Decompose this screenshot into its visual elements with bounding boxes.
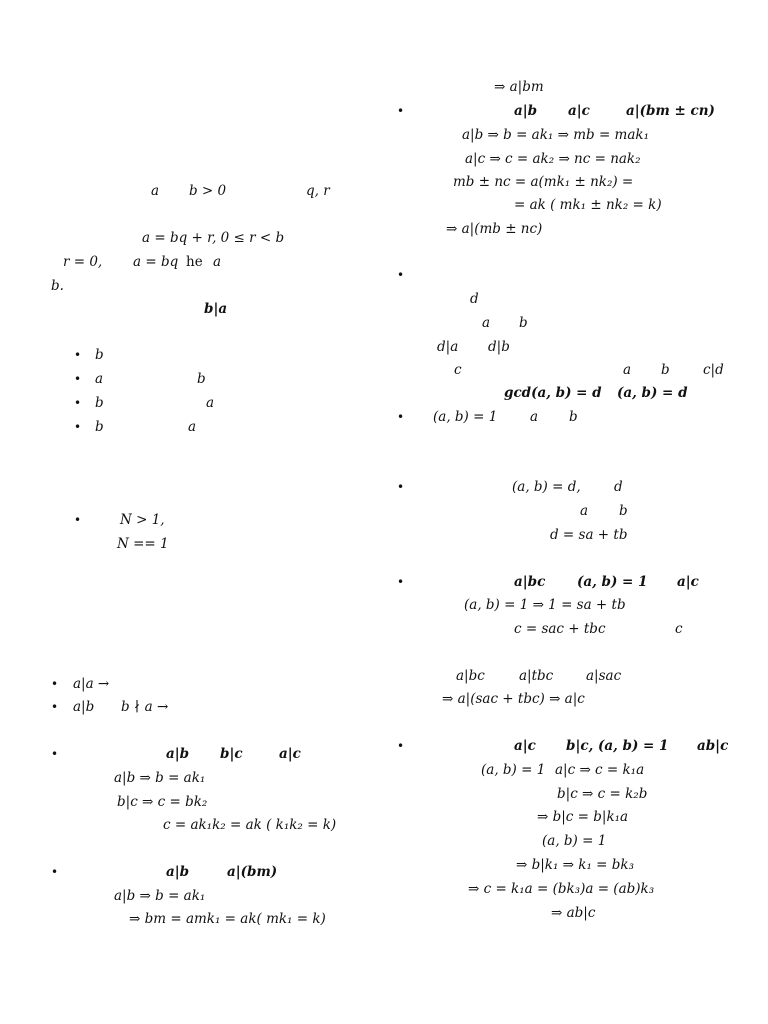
- lincomb-step: mb ± nc = a(mk₁ ± nk₂) =: [453, 174, 634, 190]
- coprime-a: a: [530, 409, 539, 425]
- bullet-dot-icon: •: [397, 104, 405, 118]
- lincomb-conclusion: a|(bm ± cn): [626, 103, 715, 119]
- reflexive-property: a|a →: [73, 676, 110, 692]
- gcd-c: c: [454, 362, 462, 378]
- transitive-step: a|b ⇒ b = ak₁: [114, 770, 206, 786]
- gcd-notation-2: (a, b) = d: [617, 385, 688, 401]
- euclid-step: (a, b) = 1 ⇒ 1 = sa + tb: [464, 597, 626, 613]
- property-item-tail: a: [188, 419, 197, 435]
- bullet-dot-icon: •: [74, 372, 82, 386]
- product-step: (a, b) = 1: [481, 762, 546, 778]
- euclid-a-divides-sac: a|sac: [586, 668, 622, 684]
- division-b-dot: b.: [51, 278, 64, 294]
- transitive-step: b|c ⇒ c = bk₂: [117, 794, 208, 810]
- transitive-step: c = ak₁k₂ = ak ( k₁k₂ = k): [163, 817, 337, 833]
- lincomb-step: ⇒ a|(mb ± nc): [446, 221, 543, 237]
- euclid-a-divides-tbc: a|tbc: [519, 668, 554, 684]
- transitive-hyp-1: a|b: [166, 746, 190, 762]
- product-step: ⇒ b|c = b|k₁a: [537, 809, 629, 825]
- bezout-d: d: [614, 479, 623, 495]
- property-item-tail: b: [197, 371, 206, 387]
- antisymmetric-b-a: b ∤ a →: [121, 699, 169, 715]
- division-given-b: b > 0: [189, 183, 227, 199]
- bullet-dot-icon: •: [51, 747, 59, 761]
- division-r-zero: r = 0,: [63, 254, 103, 270]
- continued-line: ⇒ a|bm: [494, 79, 544, 95]
- gcd-c-b: b: [661, 362, 670, 378]
- division-given-a: a: [151, 183, 160, 199]
- division-given-qr: q, r: [306, 183, 330, 199]
- product-hyp-2: b|c, (a, b) = 1: [566, 738, 669, 754]
- gcd-a: a: [482, 315, 491, 331]
- bullet-dot-icon: •: [51, 700, 59, 714]
- euclid-conclusion: a|c: [677, 574, 699, 590]
- bullet-dot-icon: •: [397, 575, 405, 589]
- gcd-notation-1: gcd(a, b) = d: [504, 385, 602, 401]
- product-step: ⇒ ab|c: [551, 905, 596, 921]
- euclid-hyp-1: a|bc: [514, 574, 546, 590]
- bezout-a: a: [580, 503, 589, 519]
- multiple-hyp: a|b: [166, 864, 190, 880]
- division-equation: a = bq + r, 0 ≤ r < b: [142, 230, 285, 246]
- bullet-dot-icon: •: [397, 739, 405, 753]
- bullet-dot-icon: •: [397, 268, 405, 282]
- bullet-dot-icon: •: [74, 348, 82, 362]
- product-conclusion: ab|c: [697, 738, 729, 754]
- euclid-hyp-2: (a, b) = 1: [577, 574, 648, 590]
- divides-notation: b|a: [204, 301, 228, 317]
- bezout-gcd: (a, b) = d,: [512, 479, 581, 495]
- gcd-d: d: [470, 291, 479, 307]
- lincomb-hyp-2: a|c: [568, 103, 590, 119]
- multiple-step: a|b ⇒ b = ak₁: [114, 888, 206, 904]
- prime-equality: N == 1: [117, 536, 169, 552]
- gcd-d-divides-a: d|a: [437, 339, 459, 355]
- coprime-equation: (a, b) = 1: [433, 409, 498, 425]
- bullet-dot-icon: •: [74, 420, 82, 434]
- multiple-step: ⇒ bm = amk₁ = ak( mk₁ = k): [129, 911, 326, 927]
- division-he: he: [186, 254, 203, 270]
- product-step: (a, b) = 1: [542, 833, 607, 849]
- gcd-c-divides-d: c|d: [703, 362, 724, 378]
- transitive-hyp-2: b|c: [220, 746, 243, 762]
- multiple-conclusion: a|(bm): [227, 864, 278, 880]
- division-a-letter: a: [213, 254, 222, 270]
- euclid-step-c: c: [675, 621, 683, 637]
- property-item: b: [95, 347, 104, 363]
- property-item: b: [95, 419, 104, 435]
- product-hyp-1: a|c: [514, 738, 536, 754]
- lincomb-step: = ak ( mk₁ ± nk₂ = k): [514, 197, 662, 213]
- gcd-d-divides-b: d|b: [488, 339, 510, 355]
- product-step: ⇒ b|k₁ ⇒ k₁ = bk₃: [516, 857, 634, 873]
- bezout-identity: d = sa + tb: [550, 527, 628, 543]
- property-item: a: [95, 371, 104, 387]
- product-step: a|c ⇒ c = k₁a: [555, 762, 645, 778]
- bullet-dot-icon: •: [51, 677, 59, 691]
- gcd-c-a: a: [623, 362, 632, 378]
- product-step: ⇒ c = k₁a = (bk₃)a = (ab)k₃: [468, 881, 655, 897]
- euclid-step: ⇒ a|(sac + tbc) ⇒ a|c: [442, 691, 585, 707]
- euclid-a-divides-bc: a|bc: [456, 668, 485, 684]
- bullet-dot-icon: •: [397, 480, 405, 494]
- property-item-tail: a: [206, 395, 215, 411]
- division-a-eq-bq: a = bq: [133, 254, 179, 270]
- lincomb-step: a|b ⇒ b = ak₁ ⇒ mb = mak₁: [462, 127, 649, 143]
- bullet-dot-icon: •: [397, 410, 405, 424]
- euclid-step: c = sac + tbc: [514, 621, 606, 637]
- transitive-conclusion: a|c: [279, 746, 301, 762]
- lincomb-hyp-1: a|b: [514, 103, 538, 119]
- antisymmetric-a-b: a|b: [73, 699, 95, 715]
- bullet-dot-icon: •: [51, 865, 59, 879]
- prime-condition: N > 1,: [120, 512, 165, 528]
- property-item: b: [95, 395, 104, 411]
- bullet-dot-icon: •: [74, 396, 82, 410]
- coprime-b: b: [569, 409, 578, 425]
- bezout-b: b: [619, 503, 628, 519]
- bullet-dot-icon: •: [74, 513, 82, 527]
- lincomb-step: a|c ⇒ c = ak₂ ⇒ nc = nak₂: [465, 151, 641, 167]
- gcd-b: b: [519, 315, 528, 331]
- product-step: b|c ⇒ c = k₂b: [557, 786, 648, 802]
